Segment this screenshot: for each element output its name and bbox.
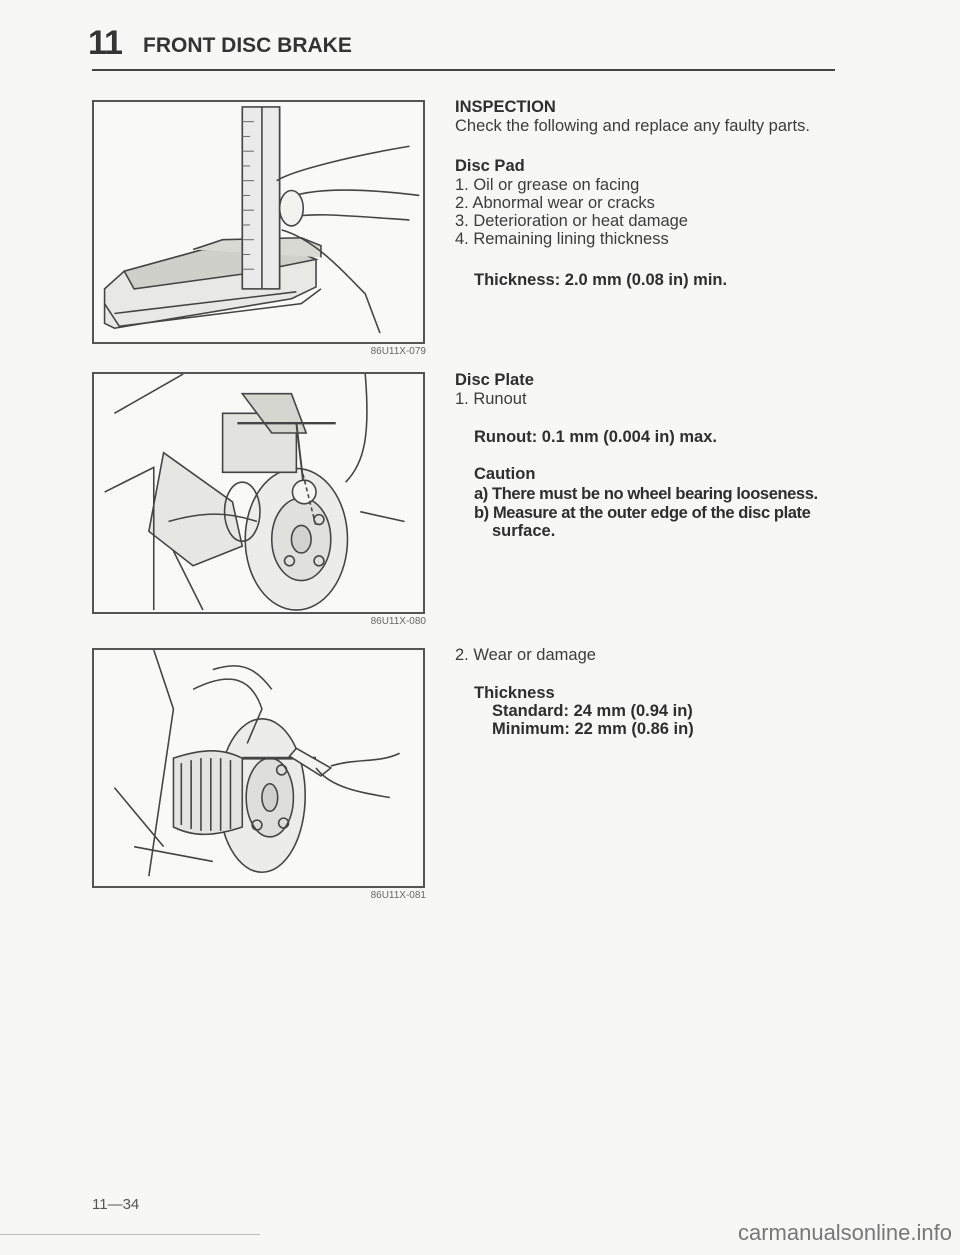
page-number: 11—34 <box>92 1196 140 1213</box>
disc-pad-thickness-spec: Thickness: 2.0 mm (0.08 in) min. <box>474 271 728 289</box>
section-title: FRONT DISC BRAKE <box>143 34 352 57</box>
thickness-minimum: Minimum: 22 mm (0.86 in) <box>492 720 694 738</box>
pad-thickness-figure <box>92 100 425 344</box>
caution-b-line2: surface. <box>492 522 556 540</box>
figure-code-080: 86U11X-080 <box>370 616 426 627</box>
caution-a: a) There must be no wheel bearing looseness. <box>474 485 818 503</box>
watermark: carmanualsonline.info <box>737 1220 952 1245</box>
disc-plate-item-runout: 1. Runout <box>455 390 527 408</box>
disc-runout-dial-gauge-illustration <box>94 374 423 612</box>
figure-code-079: 86U11X-079 <box>370 346 426 357</box>
footer-divider <box>0 1234 260 1235</box>
section-number: 11 <box>88 24 122 62</box>
inspection-intro: Check the following and replace any faulty parts. <box>455 117 810 135</box>
disc-runout-figure <box>92 372 425 614</box>
caution-b-line1: b) Measure at the outer edge of the disc plate <box>474 504 811 522</box>
disc-pad-item-4: 4. Remaining lining thickness <box>455 230 669 248</box>
disc-pad-heading: Disc Pad <box>455 157 525 175</box>
disc-pad-item-3: 3. Deterioration or heat damage <box>455 212 688 230</box>
disc-plate-heading: Disc Plate <box>455 371 534 389</box>
figure-code-081: 86U11X-081 <box>370 890 426 901</box>
pad-thickness-measurement-illustration <box>94 102 423 342</box>
thickness-standard: Standard: 24 mm (0.94 in) <box>492 702 693 720</box>
caution-heading: Caution <box>474 465 536 483</box>
header-divider <box>92 69 835 71</box>
thickness-heading: Thickness <box>474 684 555 702</box>
disc-pad-item-1: 1. Oil or grease on facing <box>455 176 640 194</box>
runout-spec: Runout: 0.1 mm (0.004 in) max. <box>474 428 717 446</box>
disc-thickness-figure <box>92 648 425 888</box>
disc-plate-item-wear: 2. Wear or damage <box>455 646 596 664</box>
disc-pad-item-2: 2. Abnormal wear or cracks <box>455 194 655 212</box>
inspection-heading: INSPECTION <box>455 98 556 116</box>
disc-thickness-micrometer-illustration <box>94 650 423 886</box>
